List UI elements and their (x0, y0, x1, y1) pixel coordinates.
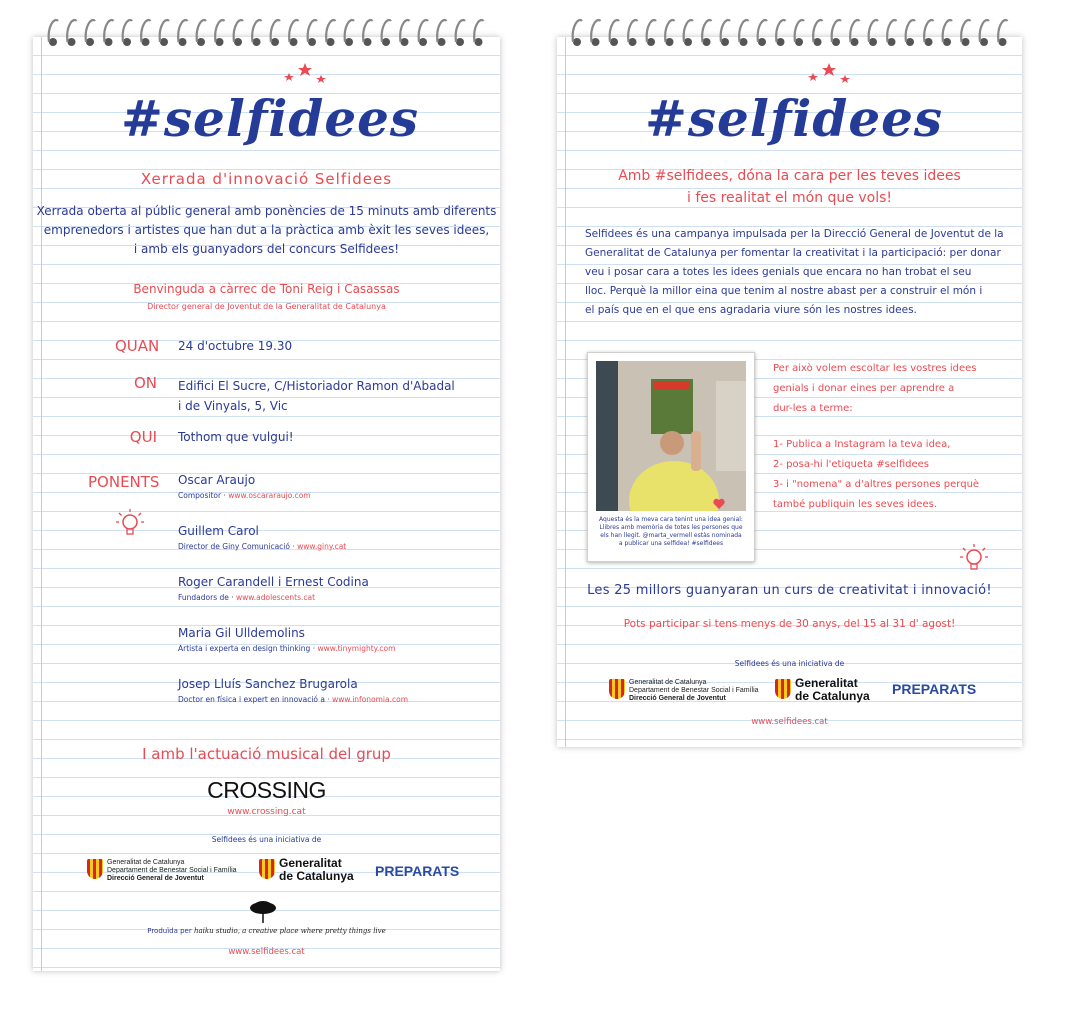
sponsor-text: Departament de Benestar Social i Família (629, 687, 759, 694)
binding-hole (68, 38, 76, 46)
binding-hole (290, 38, 298, 46)
dgj-logo (629, 679, 759, 703)
spiral-binding (33, 15, 500, 49)
binding-hole (906, 38, 914, 46)
caption-line: a publicar una selfidea! #selfidees (618, 540, 724, 547)
sponsor-text: Generalitat (279, 856, 342, 870)
where-line: Edifici El Sucre, C/Historiador Ramon d'Abadal (178, 379, 455, 393)
binding-hole (758, 38, 766, 46)
binding-hole (832, 38, 840, 46)
binding-hole (777, 38, 785, 46)
speaker-list (178, 473, 408, 728)
photo-caption (592, 516, 750, 548)
step-line: també publiquin les seves idees. (773, 499, 937, 510)
binding-hole (999, 38, 1007, 46)
speaker-role: Director de Giny Comunicació · (178, 542, 298, 551)
binding-hole (740, 38, 748, 46)
step-line: 2- posa-hi l'etiqueta #selfidees (773, 459, 929, 470)
generalitat-logo (279, 857, 354, 883)
cta-line: genials i donar eines per aprendre a (773, 383, 955, 394)
preparats-logo: PREPARATS (892, 681, 977, 697)
margin-line (565, 37, 566, 747)
speaker-role: Compositor · (178, 491, 229, 500)
caption-line: els han llegit. @marta_vermell estàs nominada (600, 532, 742, 539)
binding-hole (105, 38, 113, 46)
music-heading: I amb l'actuació musical del grup (142, 745, 391, 763)
intro-text (33, 202, 500, 259)
caption-line: Aquesta és la meva cara tenint una idea genial: (599, 516, 743, 523)
lightbulb-icon (959, 542, 989, 578)
binding-hole (925, 38, 933, 46)
binding-hole (629, 38, 637, 46)
binding-hole (943, 38, 951, 46)
speaker-item (178, 626, 408, 677)
rocket-icon (787, 59, 857, 114)
binding-hole (401, 38, 409, 46)
where-value (178, 376, 455, 416)
binding-hole (703, 38, 711, 46)
selfie-photo (596, 361, 746, 511)
binding-hole (216, 38, 224, 46)
binding-hole (980, 38, 988, 46)
speaker-link[interactable]: www.oscararaujo.com (228, 491, 311, 500)
step-line: 1- Publica a Instagram la teva idea, (773, 439, 951, 450)
sponsor-text: de Catalunya (279, 869, 354, 883)
speaker-role: Doctor en física i expert en innovació a · (178, 695, 333, 704)
body-line: el país que en el que ens agradaria viure són les nostres idees. (585, 304, 917, 316)
cta-line: Per això volem escoltar les vostres idees (773, 363, 977, 374)
binding-hole (647, 38, 655, 46)
initiative-text: Selfidees és una iniciativa de (211, 835, 322, 844)
speaker-role: Artista i experta en design thinking · (178, 644, 318, 653)
binding-hole (814, 38, 822, 46)
binding-hole (160, 38, 168, 46)
binding-hole (475, 38, 483, 46)
welcome-line: Benvinguda a càrrec de Toni Reig i Casassas (133, 282, 400, 296)
speaker-name: Oscar Araujo (178, 473, 256, 487)
cta-line: dur-les a terme: (773, 403, 853, 414)
binding-hole (364, 38, 372, 46)
binding-hole (666, 38, 674, 46)
generalitat-crest-icon (259, 859, 275, 879)
binding-hole (253, 38, 261, 46)
intro-line: i amb els guanyadors del concurs Selfidees! (133, 242, 400, 256)
speaker-link[interactable]: www.tinymighty.com (317, 644, 396, 653)
generalitat-crest-icon (87, 859, 103, 879)
generalitat-logo (795, 677, 870, 703)
binding-hole (234, 38, 242, 46)
binding-hole (592, 38, 600, 46)
binding-hole (327, 38, 335, 46)
binding-hole (49, 38, 57, 46)
binding-hole (438, 38, 446, 46)
binding-hole (123, 38, 131, 46)
site-link[interactable]: www.selfidees.cat (751, 717, 828, 727)
body-line: lloc. Perquè la millor eina que tenim al nostre abast per a construir el món i (585, 285, 983, 297)
generalitat-crest-icon (775, 679, 791, 699)
sponsor-text: Direcció General de Joventut (107, 875, 204, 882)
heart-icon (712, 497, 726, 511)
binding-hole (419, 38, 427, 46)
speaker-name: Josep Lluís Sanchez Brugarola (178, 677, 358, 691)
lightbulb-icon (115, 507, 145, 543)
binding-hole (610, 38, 618, 46)
spiral-binding (557, 15, 1022, 49)
binding-hole (795, 38, 803, 46)
speaker-name: Maria Gil Ulldemolins (178, 626, 305, 640)
speaker-link[interactable]: www.adolescents.cat (236, 593, 316, 602)
when-value: 24 d'octubre 19.30 (178, 339, 293, 353)
talk-title: Xerrada d'innovació Selfidees (140, 170, 393, 188)
sponsor-text: Generalitat de Catalunya (107, 859, 185, 866)
tree-icon (248, 899, 278, 925)
binding-hole (142, 38, 150, 46)
body-line: Generalitat de Catalunya per fomentar la creativitat i la participació: per donar (585, 247, 1001, 259)
prize-text: Les 25 millors guanyaran un curs de creativitat i innovació! (587, 583, 992, 598)
when-label: QUAN (115, 337, 160, 355)
dgj-logo (107, 859, 237, 883)
band-name: CROSSING (207, 777, 326, 803)
left-flyer (33, 37, 500, 971)
speaker-item (178, 575, 408, 626)
speaker-item (178, 524, 408, 575)
binding-hole (573, 38, 581, 46)
intro-line: Xerrada oberta al públic general amb ponències de 15 minuts amb diferents (36, 204, 497, 218)
speakers-label: PONENTS (88, 473, 160, 491)
step-line: 3- i "nomena" a d'altres persones perquè (773, 479, 980, 490)
speaker-name: Guillem Carol (178, 524, 259, 538)
rocket-icon (263, 59, 333, 114)
produced-by (33, 927, 500, 935)
polaroid-photo (587, 352, 755, 562)
preparats-logo: PREPARATS (375, 863, 460, 879)
call-to-action (773, 359, 1008, 515)
site-link[interactable]: www.selfidees.cat (228, 947, 305, 957)
where-line: i de Vinyals, 5, Vic (178, 399, 288, 413)
headline-line: Amb #selfidees, dóna la cara per les teves idees (618, 168, 961, 184)
band-link[interactable]: www.crossing.cat (227, 807, 306, 817)
sponsor-text: Direcció General de Joventut (629, 695, 726, 702)
body-line: Selfidees és una campanya impulsada per la Direcció General de Joventut de la (585, 228, 1004, 240)
speaker-item (178, 473, 408, 524)
initiative-text: Selfidees és una iniciativa de (734, 659, 845, 668)
binding-hole (197, 38, 205, 46)
binding-hole (382, 38, 390, 46)
eligibility-text: Pots participar si tens menys de 30 anys, del 15 al 31 d' agost! (623, 618, 956, 630)
speaker-link[interactable]: www.giny.cat (297, 542, 347, 551)
binding-hole (456, 38, 464, 46)
binding-hole (869, 38, 877, 46)
speaker-role: Fundadors de · (178, 593, 237, 602)
binding-hole (851, 38, 859, 46)
caption-line: Llibres amb memòria de totes les persones que (599, 524, 743, 531)
speaker-item (178, 677, 408, 728)
sponsor-text: Generalitat de Catalunya (629, 679, 707, 686)
binding-hole (308, 38, 316, 46)
producer-name: haiku studio, a creative place where pretty things live (193, 927, 386, 935)
selfidees-logo: #selfidees (121, 89, 420, 148)
sponsor-text: Departament de Benestar Social i Família (107, 867, 237, 874)
binding-hole (271, 38, 279, 46)
binding-hole (962, 38, 970, 46)
who-label: QUI (129, 428, 157, 446)
right-flyer (557, 37, 1022, 747)
intro-line: emprenedors i artistes que han dut a la pràctica amb èxit les seves idees, (43, 223, 490, 237)
produced-label: Produïda per (147, 927, 192, 935)
selfidees-logo: #selfidees (645, 89, 944, 148)
binding-hole (888, 38, 896, 46)
campaign-body (585, 225, 1005, 320)
headline-line: i fes realitat el món que vols! (686, 190, 892, 206)
who-value: Tothom que vulgui! (178, 430, 294, 444)
body-line: veu i posar cara a totes les idees genials que encara no han trobat el seu (585, 266, 972, 278)
sponsor-text: Generalitat (795, 676, 858, 690)
where-label: ON (133, 374, 157, 392)
welcome-role: Director general de Joventut de la Generalitat de Catalunya (147, 302, 386, 311)
binding-hole (345, 38, 353, 46)
binding-hole (86, 38, 94, 46)
generalitat-crest-icon (609, 679, 625, 699)
speaker-link[interactable]: www.infonomia.com (332, 695, 409, 704)
binding-hole (721, 38, 729, 46)
headline (557, 165, 1022, 209)
speaker-name: Roger Carandell i Ernest Codina (178, 575, 369, 589)
binding-hole (179, 38, 187, 46)
binding-hole (684, 38, 692, 46)
sponsor-text: de Catalunya (795, 689, 870, 703)
